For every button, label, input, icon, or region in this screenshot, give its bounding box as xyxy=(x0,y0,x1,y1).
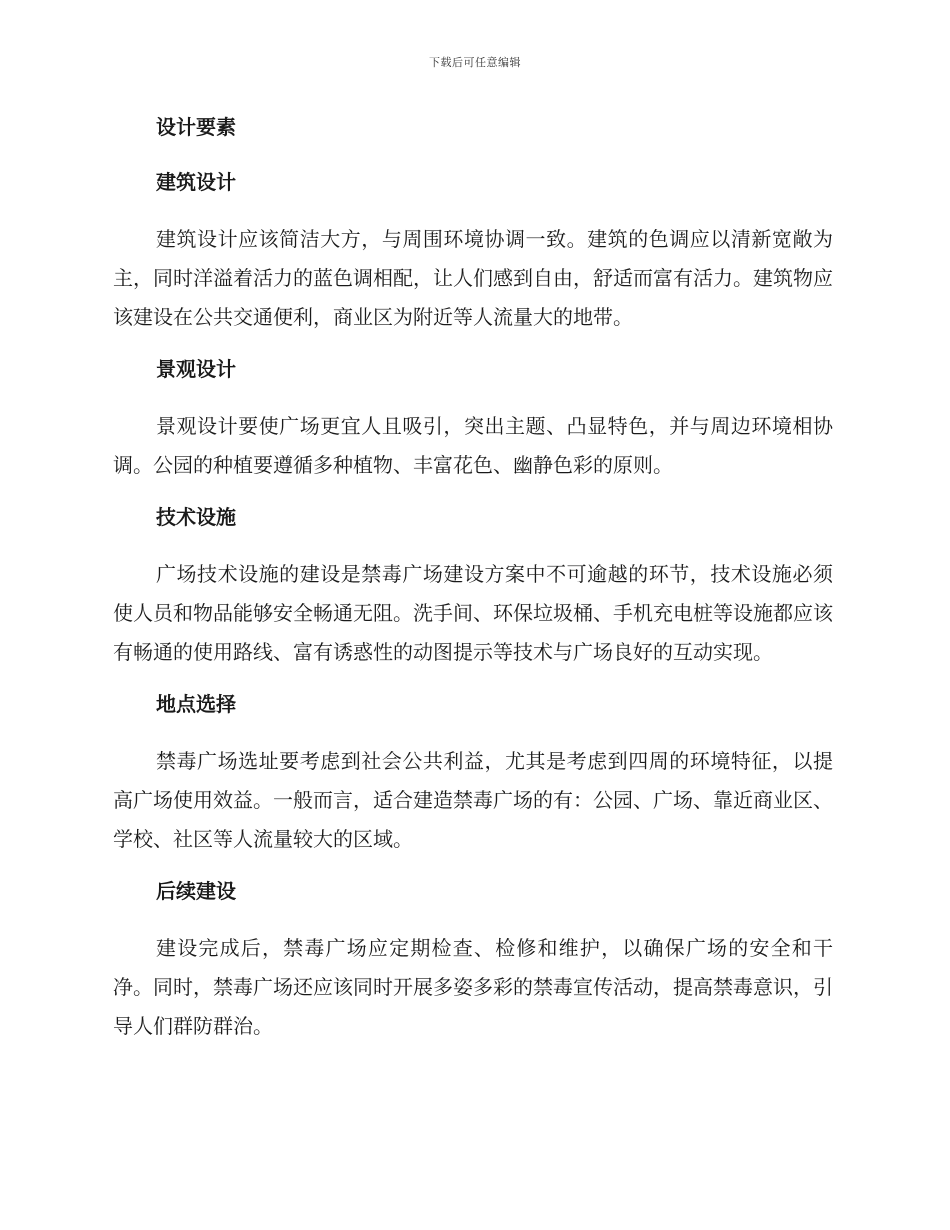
page-header: 下载后可任意编辑 xyxy=(429,56,521,69)
section-title-landscape: 景观设计 xyxy=(156,357,236,381)
section-title-facilities: 技术设施 xyxy=(156,505,236,529)
section-body-followup: 建设完成后，禁毒广场应定期检查、检修和维护，以确保广场的安全和干净。同时，禁毒广场还应该同时开展多姿多彩的禁毒宣传活动，提高禁毒意识，引导人们群防群治。 xyxy=(113,936,833,1038)
section-body-landscape: 景观设计要使广场更宜人且吸引，突出主题、凸显特色，并与周边环境相协调。公园的种植要遵循多种植物、丰富花色、幽静色彩的原则。 xyxy=(113,414,833,477)
section-title-followup: 后续建设 xyxy=(156,879,236,903)
section-body-architecture: 建筑设计应该简洁大方，与周围环境协调一致。建筑的色调应以清新宽敞为主，同时洋溢着活力的蓝色调相配，让人们感到自由，舒适而富有活力。建筑物应该建设在公共交通便利，商业区为附近等人流量大的地带。 xyxy=(113,227,833,329)
section-title-architecture: 建筑设计 xyxy=(156,170,236,194)
main-title: 设计要素 xyxy=(156,115,236,139)
section-body-location: 禁毒广场选址要考虑到社会公共利益，尤其是考虑到四周的环境特征，以提高广场使用效益。一般而言，适合建造禁毒广场的有：公园、广场、靠近商业区、学校、社区等人流量较大的区域。 xyxy=(113,749,833,851)
section-body-facilities: 广场技术设施的建设是禁毒广场建设方案中不可逾越的环节，技术设施必须使人员和物品能够安全畅通无阻。洗手间、环保垃圾桶、手机充电桩等设施都应该有畅通的使用路线、富有诱惑性的动图提示等技术与广场良好的互动实现。 xyxy=(113,562,833,664)
document-body xyxy=(113,110,833,1046)
section-title-location: 地点选择 xyxy=(156,692,236,716)
